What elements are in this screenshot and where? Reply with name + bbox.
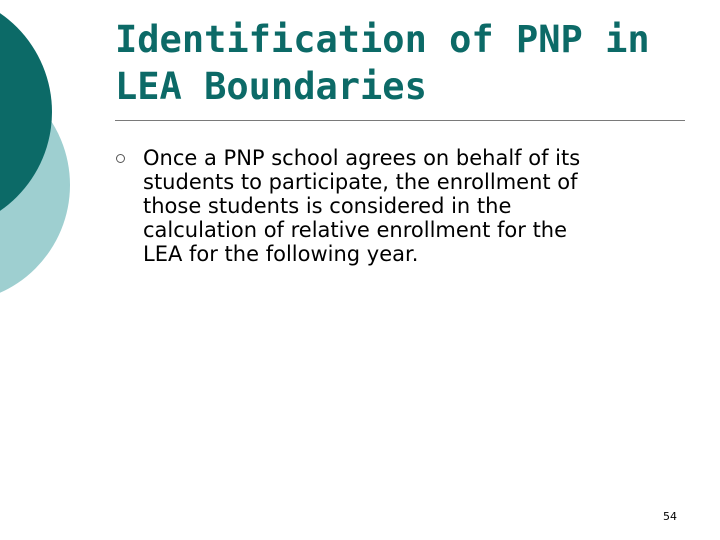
slide-title (115, 16, 695, 110)
bullet-text-line: students to participate, the enrollment of (143, 170, 578, 194)
hollow-circle-bullet-icon (116, 154, 125, 163)
slide-title-line: LEA Boundaries (115, 65, 427, 108)
bullet-text-line: LEA for the following year. (143, 242, 419, 266)
page-number: 54 (663, 510, 677, 523)
bullet-text-line: those students is considered in the (143, 194, 512, 218)
decorative-circles (0, 0, 80, 300)
slide-title-line: Identification of PNP in (115, 18, 650, 61)
bullet-text-line: Once a PNP school agrees on behalf of its (143, 146, 581, 170)
bullet-text-line: calculation of relative enrollment for the (143, 218, 568, 242)
bullet-text (143, 146, 683, 266)
title-divider (115, 120, 685, 121)
